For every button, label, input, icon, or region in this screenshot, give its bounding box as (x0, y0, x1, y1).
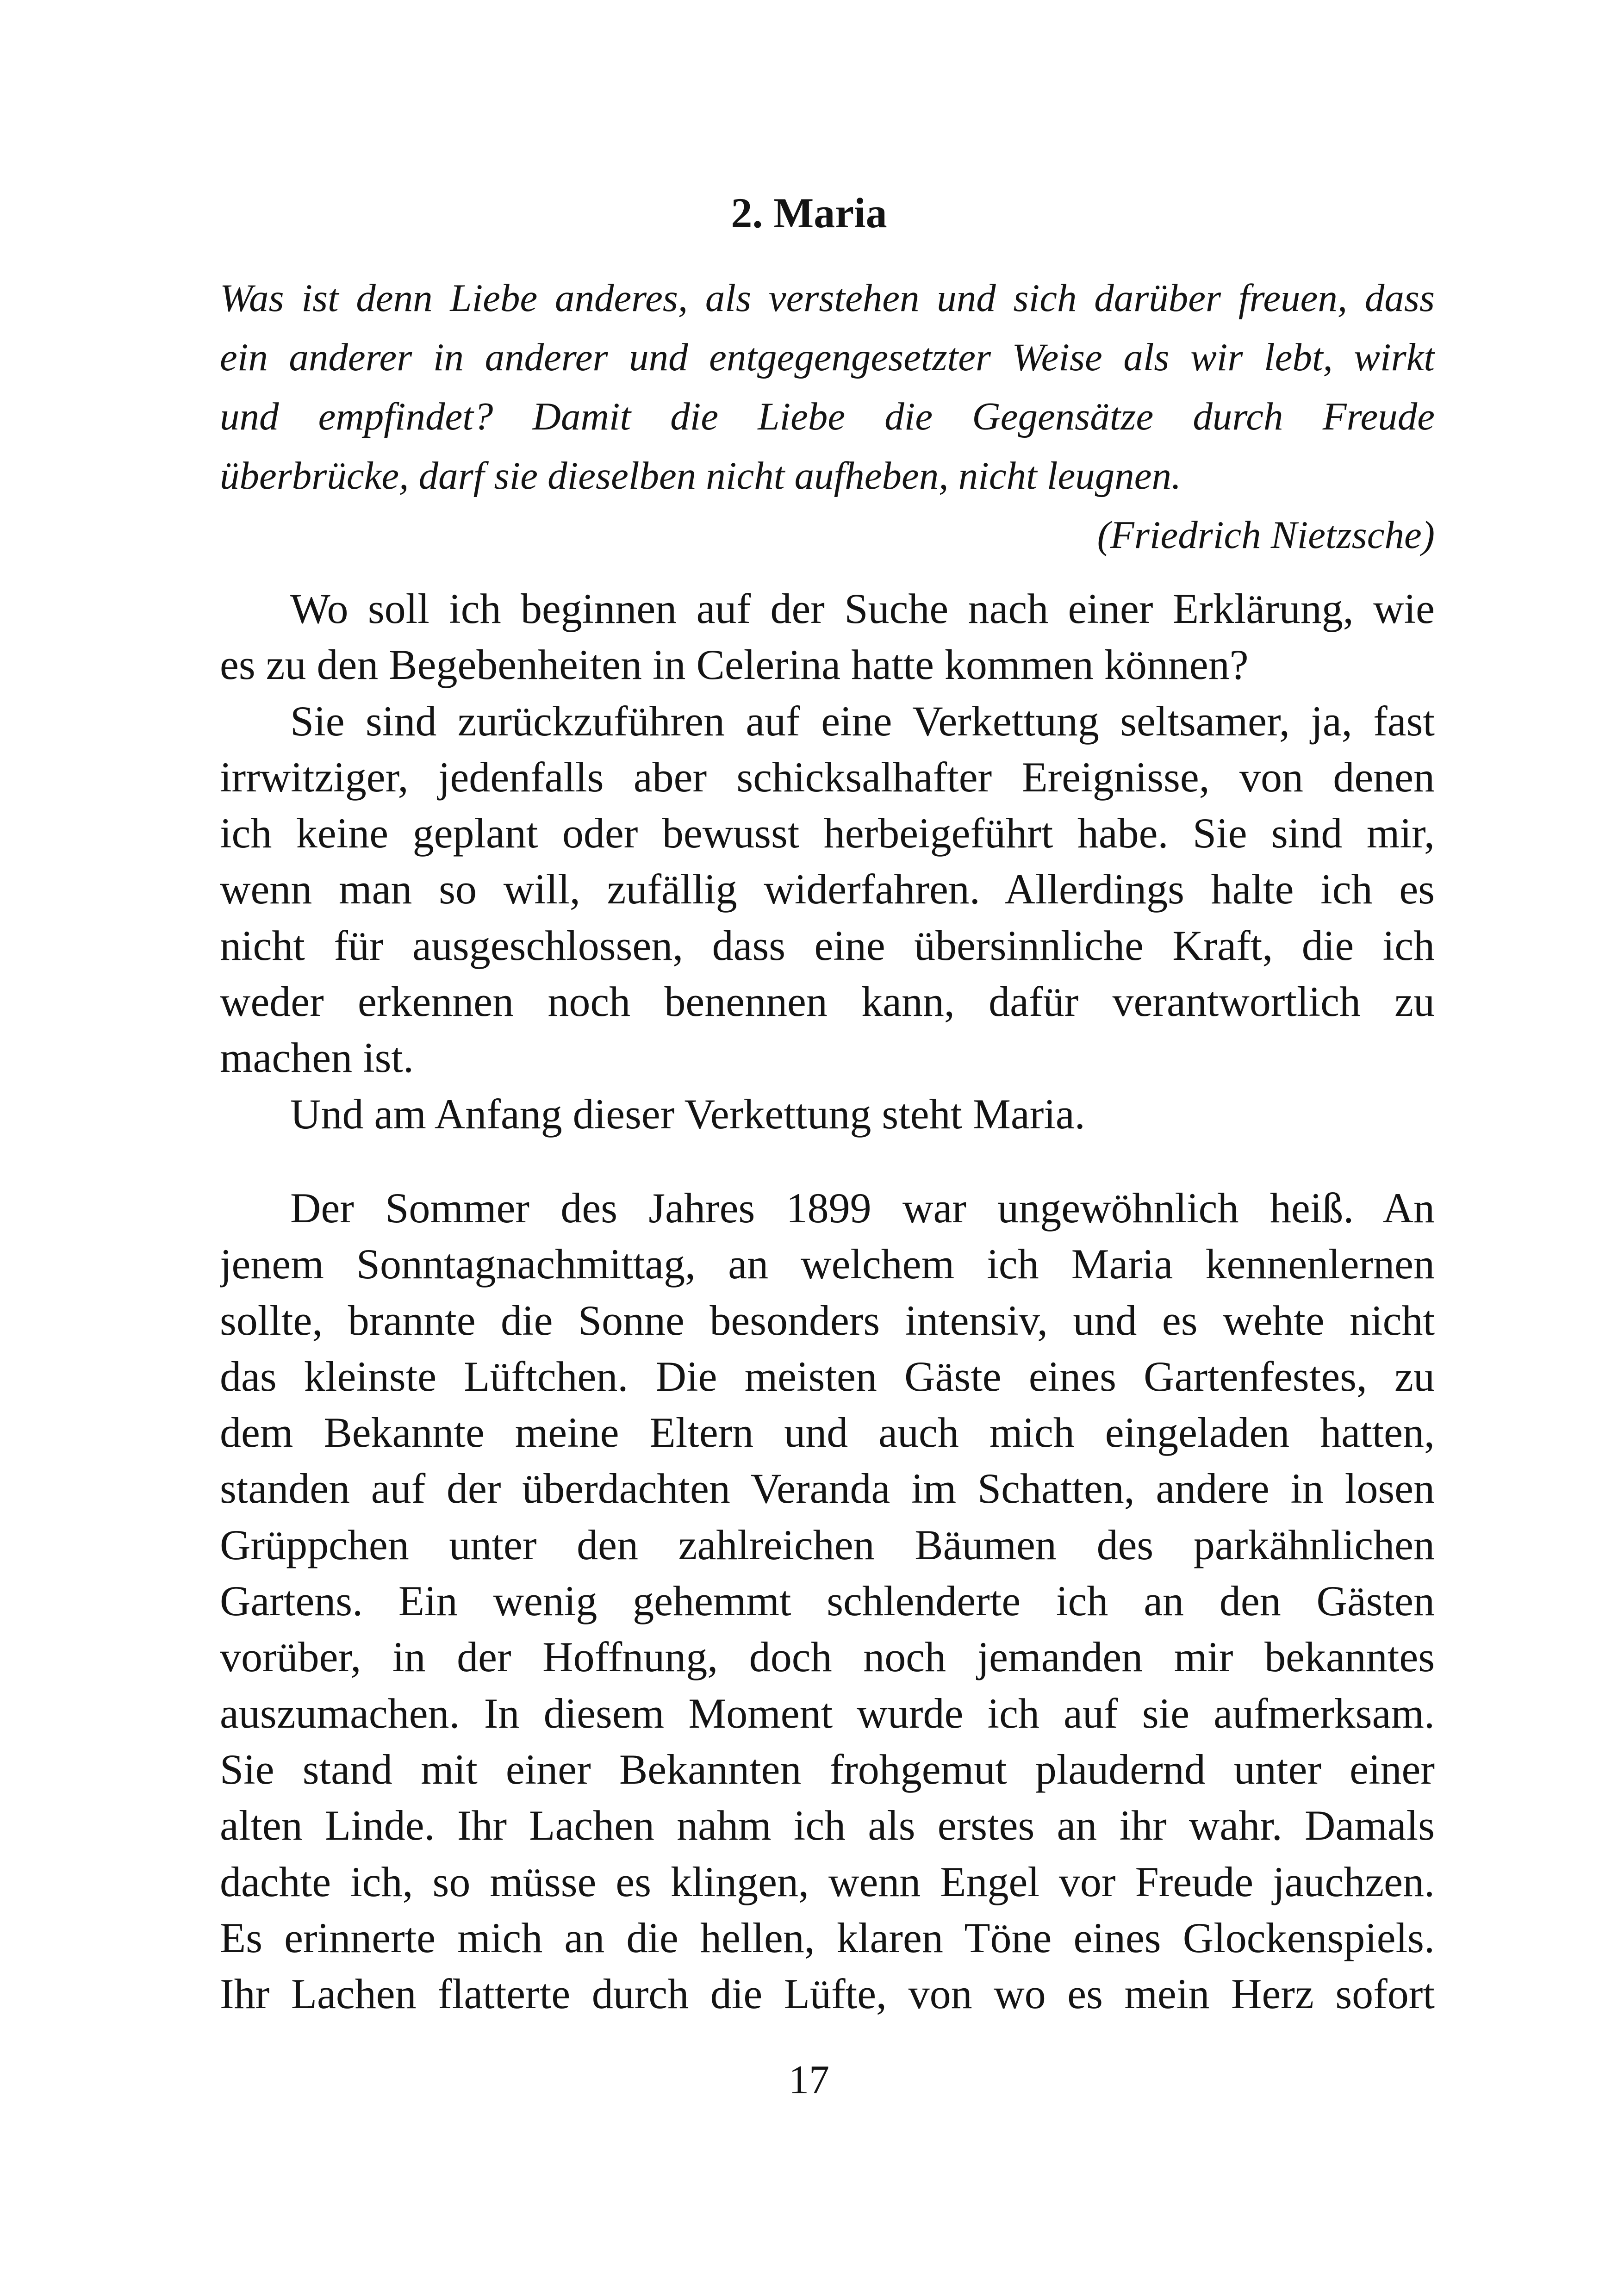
text-line: Es erinnerte mich an die hellen, klaren Töne eines Glockenspiels. (220, 1914, 1435, 1961)
text-line: wenn man so will, zufällig widerfahren. Allerdings halte ich es (220, 865, 1435, 913)
body-text-part-1 (220, 581, 1435, 1142)
body-text-part-2 (220, 1180, 1435, 2022)
epigraph (220, 268, 1435, 565)
text-line: Der Sommer des Jahres 1899 war ungewöhnlich heiß. An (290, 1184, 1435, 1232)
text-line: alten Linde. Ihr Lachen nahm ich als erstes an ihr wahr. Damals (220, 1802, 1435, 1849)
epigraph-author: (Friedrich Nietzsche) (1097, 513, 1435, 557)
page-number: 17 (789, 2058, 829, 2103)
text-line: es zu den Begebenheiten in Celerina hatte kommen können? (220, 641, 1249, 689)
text-line: jenem Sonntagnachmittag, an welchem ich Maria kennenlernen (220, 1240, 1435, 1288)
text-line: standen auf der überdachten Veranda im Schatten, andere in losen (220, 1465, 1435, 1512)
text-line: Wo soll ich beginnen auf der Suche nach einer Erklärung, wie (290, 585, 1435, 632)
text-line: Sie stand mit einer Bekannten frohgemut plaudernd unter einer (220, 1745, 1435, 1793)
text-line: Gartens. Ein wenig gehemmt schlenderte ich an den Gästen (220, 1577, 1435, 1625)
text-line: weder erkennen noch benennen kann, dafür verantwortlich zu (220, 978, 1435, 1026)
text-line: dachte ich, so müsse es klingen, wenn Engel vor Freude jauchzen. (220, 1858, 1435, 1905)
text-line: Ihr Lachen flatterte durch die Lüfte, von wo es mein Herz sofort (220, 1970, 1435, 2018)
text-line: Grüppchen unter den zahlreichen Bäumen des parkähnlichen (220, 1521, 1435, 1568)
text-line: irrwitziger, jedenfalls aber schicksalhafter Ereignisse, von denen (220, 753, 1435, 801)
text-line: nicht für ausgeschlossen, dass eine übersinnliche Kraft, die ich (220, 921, 1435, 969)
text-line: ich keine geplant oder bewusst herbeigeführt habe. Sie sind mir, (220, 809, 1435, 857)
epigraph-line: überbrücke, darf sie dieselben nicht aufheben, nicht leugnen. (220, 454, 1182, 498)
chapter-title: 2. Maria (731, 189, 887, 236)
text-line: sollte, brannte die Sonne besonders intensiv, und es wehte nicht (220, 1296, 1435, 1344)
text-line: das kleinste Lüftchen. Die meisten Gäste eines Gartenfestes, zu (220, 1352, 1435, 1400)
text-line: machen ist. (220, 1034, 414, 1082)
text-line: Sie sind zurückzuführen auf eine Verkettung seltsamer, ja, fast (290, 697, 1435, 745)
epigraph-line: und empfindet? Damit die Liebe die Gegensätze durch Freude (220, 395, 1435, 438)
text-line: auszumachen. In diesem Moment wurde ich auf sie aufmerksam. (220, 1689, 1435, 1737)
text-line: Und am Anfang dieser Verkettung steht Maria. (290, 1090, 1085, 1138)
text-line: vorüber, in der Hoffnung, doch noch jemanden mir bekanntes (220, 1633, 1435, 1681)
epigraph-line: ein anderer in anderer und entgegengesetzter Weise als wir lebt, wirkt (220, 336, 1435, 379)
text-line: dem Bekannte meine Eltern und auch mich eingeladen hatten, (220, 1409, 1435, 1456)
epigraph-line: Was ist denn Liebe anderes, als verstehen und sich darüber freuen, dass (220, 276, 1435, 320)
